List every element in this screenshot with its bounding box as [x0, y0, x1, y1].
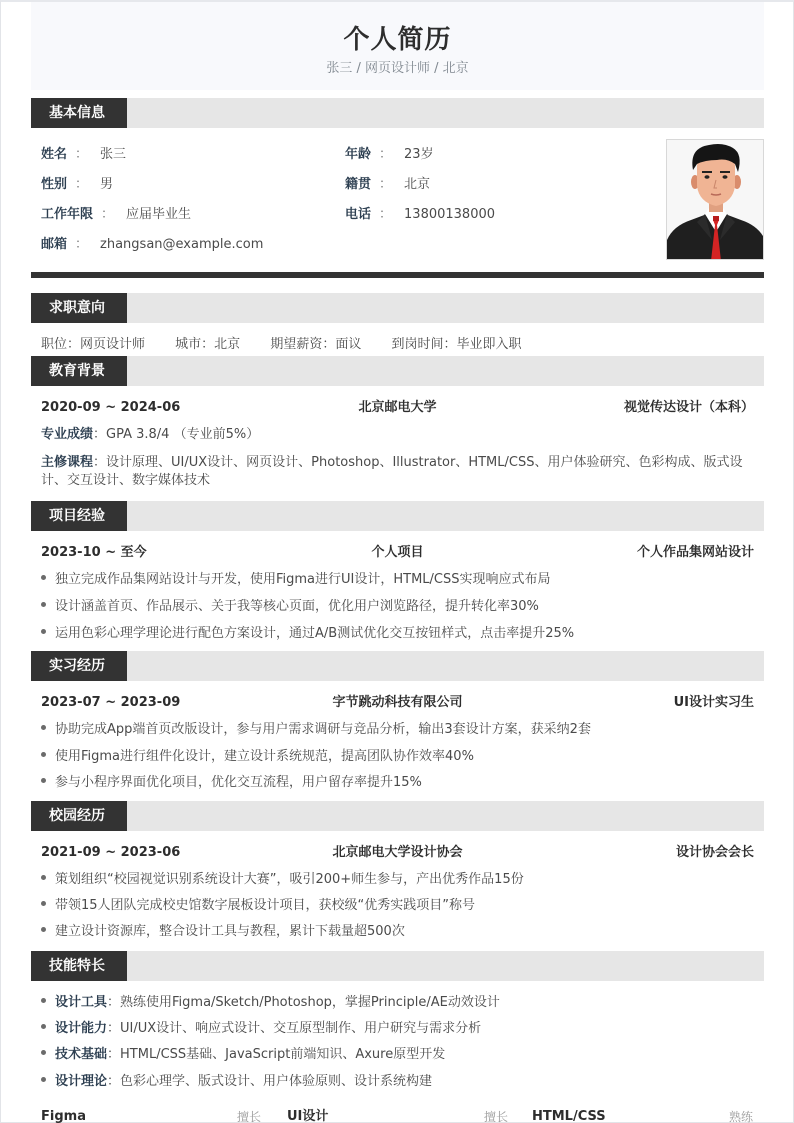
project-type: 个人项目	[371, 545, 424, 560]
info-hometown: 籍贯 ： 北京	[345, 177, 431, 192]
intent-city: 城市：北京	[175, 337, 241, 352]
internship-role: UI设计实习生	[673, 695, 754, 710]
info-age: 年龄 ： 23岁	[345, 147, 434, 162]
section-campus	[31, 801, 764, 831]
list-item: 独立完成作品集网站设计与开发，使用Figma进行UI设计，HTML/CSS实现响应式布局	[41, 571, 551, 589]
campus-role: 设计协会会长	[675, 845, 754, 860]
list-item: 策划组织“校园视觉识别系统设计大赛”，吸引200+师生参与，产出优秀作品15份	[41, 871, 524, 889]
education-major: 视觉传达设计（本科）	[623, 400, 754, 415]
internship-company: 字节跳动科技有限公司	[332, 695, 463, 710]
education-school: 北京邮电大学	[358, 400, 437, 415]
skill-level-value: 擅长	[484, 1110, 509, 1123]
bullet-icon	[41, 927, 46, 932]
campus-entry-header	[41, 844, 754, 862]
section-title: 实习经历	[31, 651, 127, 681]
list-item: 协助完成App端首页改版设计，参与用户需求调研与竞品分析，输出3套设计方案，获采纳2套	[41, 721, 591, 739]
skill-level-name: Figma	[41, 1109, 86, 1123]
skill-item: 设计能力：UI/UX设计、响应式设计、交互原型制作、用户研究与需求分析	[41, 1020, 481, 1038]
project-period: 2023-10 ~ 至今	[41, 545, 147, 560]
section-title: 校园经历	[31, 801, 127, 831]
list-item: 参与小程序界面优化项目，优化交互流程，用户留存率提升15%	[41, 774, 422, 792]
skill-item: 技术基础：HTML/CSS基础、JavaScript前端知识、Axure原型开发	[41, 1046, 445, 1064]
bullet-icon	[41, 629, 46, 634]
skill-level-value: 熟练	[729, 1110, 754, 1123]
email-link[interactable]: zhangsan@example.com	[100, 237, 264, 252]
bullet-icon	[41, 778, 46, 783]
campus-period: 2021-09 ~ 2023-06	[41, 845, 181, 860]
bullet-icon	[41, 998, 46, 1003]
section-title: 教育背景	[31, 356, 127, 386]
education-entry-header	[41, 399, 754, 417]
education-gpa: 专业成绩：GPA 3.8/4 （专业前5%）	[41, 427, 260, 442]
section-internship	[31, 651, 764, 681]
skill-item: 设计理论：色彩心理学、版式设计、用户体验原则、设计系统构建	[41, 1073, 432, 1091]
section-education	[31, 356, 764, 386]
intent-position: 职位：网页设计师	[41, 337, 146, 352]
list-item: 设计涵盖首页、作品展示、关于我等核心页面，优化用户浏览路径，提升转化率30%	[41, 598, 539, 616]
intent-availability: 到岗时间：毕业即入职	[391, 337, 522, 352]
section-divider	[31, 272, 764, 278]
bullet-icon	[41, 575, 46, 580]
info-email: 邮箱 ： zhangsan@example.com	[41, 237, 264, 252]
list-item: 建立设计资源库，整合设计工具与教程，累计下载量超500次	[41, 923, 405, 941]
info-gender: 性别 ： 男	[41, 177, 114, 192]
bullet-icon	[41, 725, 46, 730]
resume-header	[31, 2, 764, 90]
info-phone: 电话 ： 13800138000	[345, 207, 496, 222]
section-basic-info	[31, 98, 764, 128]
section-title: 技能特长	[31, 951, 127, 981]
page-title: 个人简历	[343, 25, 452, 55]
bullet-icon	[41, 1024, 46, 1029]
skill-level-name: UI设计	[287, 1109, 329, 1123]
project-name: 个人作品集网站设计	[636, 545, 754, 560]
campus-org: 北京邮电大学设计协会	[332, 845, 463, 860]
education-period: 2020-09 ~ 2024-06	[41, 400, 181, 415]
page-subtitle: 张三 / 网页设计师 / 北京	[326, 61, 469, 76]
info-experience: 工作年限 ： 应届毕业生	[41, 207, 192, 222]
skill-item: 设计工具：熟练使用Figma/Sketch/Photoshop，掌握Principle/AE动效设计	[41, 994, 500, 1012]
bullet-icon	[41, 901, 46, 906]
bullet-icon	[41, 752, 46, 757]
bullet-icon	[41, 875, 46, 880]
internship-entry-header	[41, 694, 754, 712]
section-title: 求职意向	[31, 293, 127, 323]
bullet-icon	[41, 602, 46, 607]
section-title: 项目经验	[31, 501, 127, 531]
section-projects	[31, 501, 764, 531]
section-job-intent	[31, 293, 764, 323]
section-skills	[31, 951, 764, 981]
job-intent-row	[41, 337, 547, 353]
list-item: 带领15人团队完成校史馆数字展板设计项目，获校级“优秀实践项目”称号	[41, 897, 475, 915]
skill-level-value: 擅长	[237, 1110, 262, 1123]
profile-photo	[666, 139, 764, 260]
list-item: 运用色彩心理学理论进行配色方案设计，通过A/B测试优化交互按钮样式，点击率提升25%	[41, 625, 574, 643]
internship-period: 2023-07 ~ 2023-09	[41, 695, 181, 710]
skill-level-name: HTML/CSS	[532, 1109, 606, 1123]
education-courses: 主修课程：设计原理、UI/UX设计、网页设计、Photoshop、Illustrator、HTML/CSS、用户体验研究、色彩构成、版式设计、交互设计、数字媒体技术	[41, 455, 743, 488]
project-entry-header	[41, 544, 754, 562]
bullet-icon	[41, 1077, 46, 1082]
list-item: 使用Figma进行组件化设计，建立设计系统规范，提高团队协作效率40%	[41, 748, 474, 766]
intent-salary: 期望薪资：面议	[270, 337, 362, 352]
info-name: 姓名 ： 张三	[41, 147, 127, 162]
avatar-illustration-icon	[667, 140, 764, 260]
bullet-icon	[41, 1050, 46, 1055]
section-title: 基本信息	[31, 98, 127, 128]
